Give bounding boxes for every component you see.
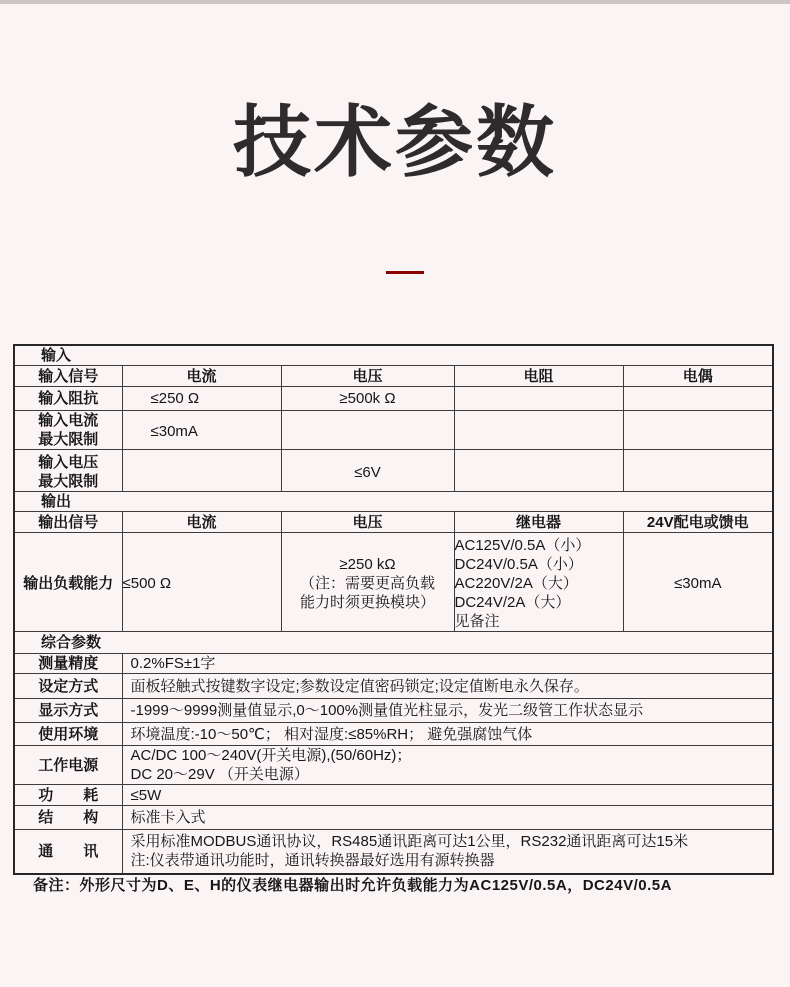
cell-impedance-label: 输入阻抗: [14, 387, 122, 411]
top-bar: [0, 0, 790, 4]
cell-empty: [281, 411, 454, 450]
section-title-input: 输入: [14, 345, 773, 366]
header-output-voltage: 电压: [281, 512, 454, 533]
cell-empty: [454, 450, 623, 492]
cell-impedance-resistance: [454, 387, 623, 411]
header-voltage: 电压: [281, 366, 454, 387]
value-line: DC24V/0.5A（小）: [454, 556, 583, 573]
cell-communication-value: [122, 830, 773, 874]
cell-load-current: ≤500 Ω: [122, 533, 281, 632]
cell-accuracy-value: 0.2%FS±1字: [122, 654, 773, 674]
header-24v-feed: 24V配电或馈电: [623, 512, 773, 533]
value-line: AC125V/0.5A（小）: [454, 537, 591, 554]
cell-empty: [623, 450, 773, 492]
table-row-power-consumption: [14, 785, 773, 806]
header-relay: 继电器: [454, 512, 623, 533]
header-current: 电流: [122, 366, 281, 387]
cell-current-limit-label: [14, 411, 122, 450]
value-line: （注：需要更高负载: [299, 575, 435, 592]
value-line: 注:仪表带通讯功能时，通讯转换器最好选用有源转换器: [130, 852, 495, 870]
cell-power-supply-label: 工作电源: [14, 746, 122, 785]
title-divider: [386, 271, 424, 274]
cell-load-feed: ≤30mA: [623, 533, 773, 632]
label-line: 输入电流: [38, 412, 99, 429]
table-row-input-impedance: [14, 387, 773, 411]
header-output-signal: 输出信号: [14, 512, 122, 533]
table-row-general-section: [14, 632, 773, 654]
cell-empty: [623, 411, 773, 450]
cell-power-supply-value: [122, 746, 773, 785]
cell-empty: [122, 450, 281, 492]
table-row-output-load: [14, 533, 773, 632]
cell-structure-label: 结 构: [14, 806, 122, 830]
footnote: 备注：外形尺寸为D、E、H的仪表继电器输出时允许负载能力为AC125V/0.5A，DC24V/0.5A: [33, 877, 672, 894]
label-line: 最大限制: [38, 431, 99, 448]
cell-current-limit-current: ≤30mA: [122, 411, 281, 450]
table-row-input-current-limit: [14, 411, 773, 450]
cell-voltage-limit-label: [14, 450, 122, 492]
table-row-environment: [14, 723, 773, 746]
label-line: 输入电压: [38, 454, 99, 471]
spec-table: [13, 344, 774, 875]
section-title-output: 输出: [14, 492, 773, 512]
section-title-general: 综合参数: [14, 632, 773, 654]
header-input-signal: 输入信号: [14, 366, 122, 387]
value-line: 采用标准MODBUS通讯协议，RS485通讯距离可达1公里，RS232通讯距离可达15米: [130, 833, 689, 851]
cell-setting-label: 设定方式: [14, 674, 122, 699]
cell-impedance-current: ≤250 Ω: [122, 387, 281, 411]
cell-display-label: 显示方式: [14, 699, 122, 723]
table-row-input-headers: [14, 366, 773, 387]
table-row-accuracy: [14, 654, 773, 674]
cell-communication-label: 通 讯: [14, 830, 122, 874]
header-thermocouple: 电偶: [623, 366, 773, 387]
cell-impedance-voltage: ≥500k Ω: [281, 387, 454, 411]
page-title: 技术参数: [232, 98, 557, 186]
header-resistance: 电阻: [454, 366, 623, 387]
cell-load-relay: [454, 533, 623, 632]
value-line: 能力时须更换模块）: [299, 594, 435, 611]
value-line: ≥250 kΩ: [339, 556, 396, 573]
value-line: AC220V/2A（大）: [454, 575, 578, 592]
cell-power-consumption-value: ≤5W: [122, 785, 773, 806]
table-row-input-section: [14, 345, 773, 366]
table-row-communication: [14, 830, 773, 874]
table-row-setting: [14, 674, 773, 699]
cell-structure-value: 标准卡入式: [122, 806, 773, 830]
value-line: AC/DC 100～240V(开关电源),(50/60Hz)；: [130, 747, 412, 764]
table-row-display: [14, 699, 773, 723]
cell-load-label: 输出负载能力: [14, 533, 122, 632]
table-row-output-headers: [14, 512, 773, 533]
table-row-input-voltage-limit: [14, 450, 773, 492]
cell-load-voltage: [281, 533, 454, 632]
value-line: 见备注: [454, 613, 500, 630]
cell-power-consumption-label: 功 耗: [14, 785, 122, 806]
table-row-structure: [14, 806, 773, 830]
cell-voltage-limit-voltage: ≤6V: [281, 450, 454, 492]
value-line: DC 20～29V （开关电源）: [130, 766, 309, 783]
cell-environment-label: 使用环境: [14, 723, 122, 746]
header-output-current: 电流: [122, 512, 281, 533]
value-line: DC24V/2A（大）: [454, 594, 571, 611]
cell-impedance-thermocouple: [623, 387, 773, 411]
label-line: 最大限制: [38, 473, 99, 490]
table-row-output-section: [14, 492, 773, 512]
cell-setting-value: 面板轻触式按键数字设定;参数设定值密码锁定;设定值断电永久保存。: [122, 674, 773, 699]
cell-display-value: -1999～9999测量值显示,0～100%测量值光柱显示，发光二级管工作状态显示: [122, 699, 773, 723]
cell-accuracy-label: 测量精度: [14, 654, 122, 674]
cell-environment-value: 环境温度:-10～50℃； 相对湿度:≤85%RH； 避免强腐蚀气体: [122, 723, 773, 746]
table-row-power-supply: [14, 746, 773, 785]
cell-empty: [454, 411, 623, 450]
